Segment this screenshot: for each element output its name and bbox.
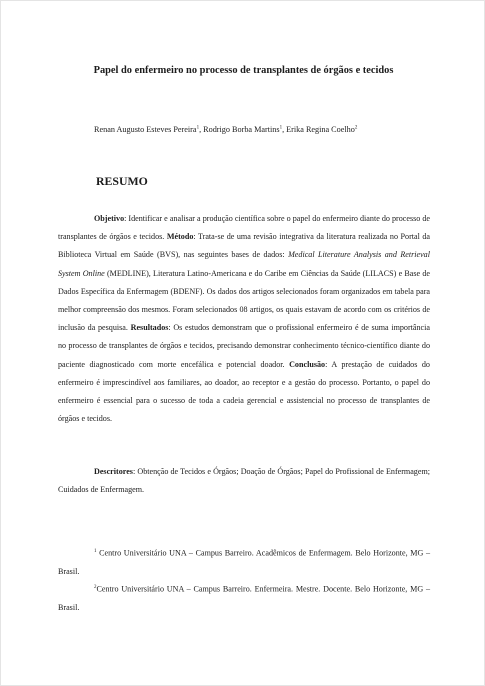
footnote bbox=[58, 579, 430, 617]
descriptors-text: : Obtenção de Tecidos e Órgãos; Doação de Órgãos; Papel do Profissional de Enfermagem; Cuidados de Enfermagem. bbox=[58, 467, 430, 495]
conclusion-label: Conclusão bbox=[289, 359, 326, 369]
author-name: Renan Augusto Esteves Pereira bbox=[94, 125, 197, 134]
conclusion-text: : A prestação de cuidados do enfermeiro é imprescindível aos familiares, ao doador, ao receptor e a gestão do processo. Portanto, o papel do enfermeiro é essencial para o sucesso de toda a cadeia gerencial e assistencial no processo de transplantes de órgãos e tecidos. bbox=[58, 359, 430, 424]
objective-label: Objetivo bbox=[94, 214, 125, 223]
author-affiliation-mark: 1 bbox=[196, 125, 200, 131]
results-text: : Os estudos demonstram que o profissional enfermeiro é de suma importância no processo de transplantes de órgãos e tecidos, precisando demonstrar conhecimento técnico-científico diante do paciente diagnosticado com morte encefálica e potencial doador. bbox=[58, 323, 430, 369]
footnote bbox=[58, 543, 430, 581]
footnote-mark: 1 bbox=[94, 549, 97, 554]
method-text: : Trata-se de uma revisão integrativa da literatura realizada no Portal da Biblioteca Virtual em Saúde (BVS), nas seguintes bases de dados: bbox=[58, 232, 431, 260]
descriptors-label: Descritores bbox=[94, 467, 133, 476]
paper-title: Papel do enfermeiro no processo de transplantes de órgãos e tecidos bbox=[93, 65, 394, 76]
abstract-body bbox=[58, 210, 430, 428]
footnote-mark: 2 bbox=[94, 585, 97, 590]
objective-text: : Identificar e analisar a produção científica sobre o papel do enfermeiro diante do processo de transplantes de órgãos e tecidos. bbox=[58, 214, 430, 242]
results-label: Resultados bbox=[130, 323, 169, 333]
database-name: Medical Literature Analysis and Retrieval System Online bbox=[58, 250, 430, 278]
descriptors bbox=[58, 463, 430, 499]
footnote-text: Centro Universitário UNA – Campus Barreiro. Enfermeira. Mestre. Docente. Belo Horizonte, MG – Brasil. bbox=[58, 584, 430, 612]
author-affiliation-mark: 1 bbox=[279, 125, 283, 131]
author-affiliation-mark: 2 bbox=[354, 125, 358, 131]
author-list: Renan Augusto Esteves Pereira$^1$, Rodrigo Borba Martins$^1$, Erika Regina Coelho$^2$ bbox=[94, 125, 358, 134]
method-label: Método bbox=[166, 232, 194, 242]
footnote-text: Centro Universitário UNA – Campus Barreiro. Acadêmicos de Enfermagem. Belo Horizonte, MG – Brasil. bbox=[58, 548, 430, 576]
abstract-heading: RESUMO bbox=[96, 174, 148, 188]
author-name: Rodrigo Borba Martins bbox=[203, 125, 280, 134]
method-text-continued: (MEDLINE), Literatura Latino-Americana e do Caribe em Ciências da Saúde (LILACS) e Base de Dados Específica da Enfermagem (BDENF). Os dados dos artigos selecionados foram organizados em tabela para melhor compreensão dos mesmos. Foram selecionados 08 artigos, os quais estavam de acordo com os critérios de inclusão da pesquisa. bbox=[58, 268, 430, 333]
author-name: Erika Regina Coelho bbox=[286, 125, 355, 134]
